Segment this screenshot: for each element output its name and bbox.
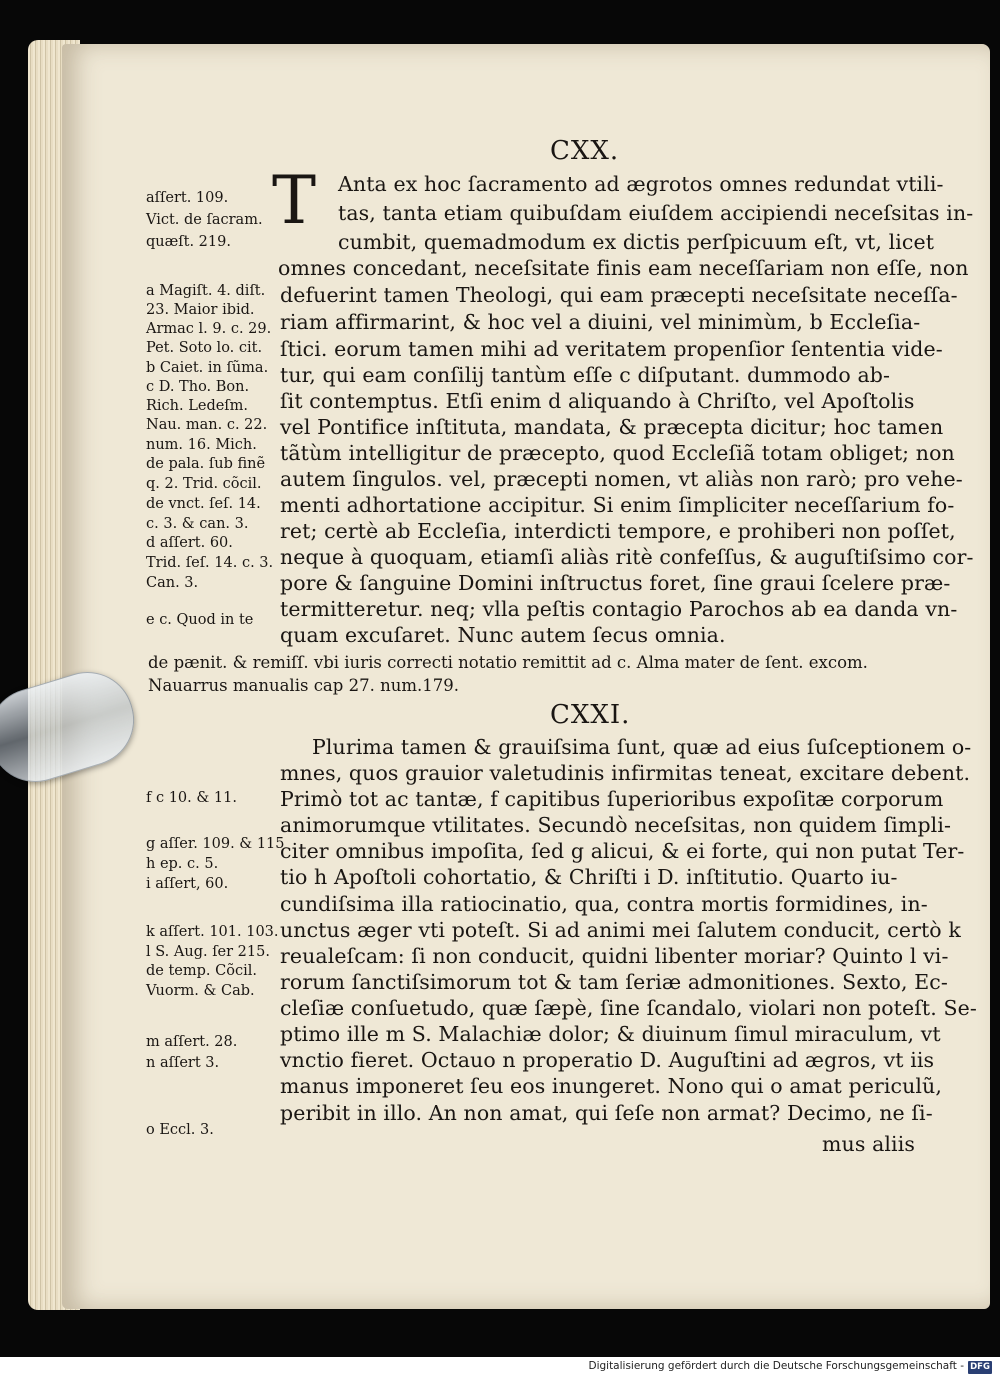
- margin-note: de pala. ſub finẽ: [146, 456, 266, 472]
- body-line: rorum ſanctiſsimorum tot & tam ſeriæ admonitiones. Sexto, Ec-: [280, 970, 948, 994]
- margin-note: Armac l. 9. c. 29.: [146, 321, 272, 337]
- body-line: cundiſsima illa ratiocinatio, qua, contra mortis formidines, in-: [280, 892, 928, 916]
- section-heading-cxx: CXX.: [550, 136, 620, 166]
- footer-bar: [0, 1357, 1000, 1379]
- body-line: ptimo ille m S. Malachiæ dolor; & diuinum ſimul miraculum, vt: [280, 1022, 941, 1046]
- margin-note: Trid. ſeſ. 14. c. 3.: [146, 555, 274, 571]
- margin-note: de vnct. ſeſ. 14.: [146, 496, 261, 512]
- margin-note: Can. 3.: [146, 575, 199, 591]
- margin-note: Vuorm. & Cab.: [146, 983, 255, 999]
- body-line: defuerint tamen Theologi, qui eam præcepti neceſsitate neceſſa-: [280, 283, 958, 307]
- margin-note: l S. Aug. ſer 215.: [146, 944, 270, 960]
- margin-note: b Caiet. in ſũma.: [146, 360, 269, 376]
- body-line: Primò tot ac tantæ, f capitibus ſuperioribus expoſitæ corporum: [280, 787, 944, 811]
- body-line: quam excuſaret. Nunc autem ſecus omnia.: [280, 623, 726, 647]
- body-line: cumbit, quemadmodum ex dictis perſpicuum eſt, vt, licet: [338, 230, 935, 254]
- body-line: manus imponeret ſeu eos inungeret. Nono qui o amat periculũ,: [280, 1074, 942, 1098]
- margin-note: n aſſert 3.: [146, 1055, 220, 1071]
- margin-note: e c. Quod in te: [146, 612, 254, 628]
- margin-note: aſſert. 109.: [146, 190, 229, 206]
- margin-note: de temp. Cõcil.: [146, 963, 257, 979]
- body-line: pore & ſanguine Domini inſtructus foret, ſine graui ſcelere præ-: [280, 571, 951, 595]
- section-heading-cxxi: CXXI.: [550, 700, 631, 730]
- body-line: cleſiæ conſuetudo, quæ ſæpè, ſine ſcandalo, violari non poteſt. Se-: [280, 996, 977, 1020]
- body-line: ſit contemptus. Etſi enim d aliquando à Chriſto, vel Apoſtolis: [280, 389, 915, 413]
- margin-note: g aſſer. 109. & 115: [146, 836, 285, 852]
- body-line: Plurima tamen & grauiſsima ſunt, quæ ad eius ſuſceptionem o-: [312, 735, 972, 759]
- margin-note: h ep. c. 5.: [146, 856, 219, 872]
- margin-note: Nau. man. c. 22.: [146, 417, 268, 433]
- margin-note: Pet. Soto lo. cit.: [146, 340, 263, 356]
- margin-note: quæſt. 219.: [146, 234, 231, 250]
- body-line: termitteretur. neq; vlla peſtis contagio Parochos ab ea danda vn-: [280, 597, 958, 621]
- margin-note: m aſſert. 28.: [146, 1034, 238, 1050]
- body-line: tur, qui eam conſilij tantùm eſſe c diſputant. dummodo ab-: [280, 363, 891, 387]
- body-line: citer omnibus impoſita, ſed g alicui, & ei forte, qui non putat Ter-: [280, 839, 965, 863]
- margin-note: a Magiſt. 4. diſt.: [146, 283, 266, 299]
- margin-note: o Eccl. 3.: [146, 1122, 214, 1138]
- body-line: tas, tanta etiam quibuſdam eiuſdem accipiendi neceſsitas in-: [338, 201, 974, 225]
- body-line: tio h Apoſtoli cohortatio, & Chriſti i D. inſtitutio. Quarto iu-: [280, 865, 898, 889]
- body-line: omnes concedant, neceſsitate finis eam neceſſariam non eſſe, non: [278, 256, 969, 280]
- body-line: autem ſingulos. vel, præcepti nomen, vt aliàs non rarò; pro vehe-: [280, 467, 963, 491]
- margin-note: q. 2. Trid. cõcil.: [146, 476, 262, 492]
- body-line: vel Pontifice inſtituta, mandata, & præcepta dicitur; hoc tamen: [280, 415, 944, 439]
- body-line: riam affirmarint, & hoc vel a diuini, vel minimùm, b Eccleſia-: [280, 310, 921, 334]
- body-line: ret; certè ab Eccleſia, interdicti tempore, e prohiberi non poſſet,: [280, 519, 956, 543]
- margin-note: num. 16. Mich.: [146, 437, 257, 453]
- margin-note: i aſſert, 60.: [146, 876, 229, 892]
- margin-note: 23. Maior ibid.: [146, 302, 255, 318]
- margin-note: c. 3. & can. 3.: [146, 516, 249, 532]
- body-line: peribit in illo. An non amat, qui ſeſe non armat? Decimo, ne ſi-: [280, 1101, 933, 1125]
- dfg-logo: DFG: [968, 1361, 992, 1374]
- margin-note: f c 10. & 11.: [146, 790, 237, 806]
- body-line: Anta ex hoc ſacramento ad ægrotos omnes redundat vtili-: [338, 172, 944, 196]
- margin-note: d aſſert. 60.: [146, 535, 233, 551]
- margin-note: Rich. Ledeſm.: [146, 398, 249, 414]
- margin-note: k aſſert. 101. 103.: [146, 924, 279, 940]
- body-line: tãtùm intelligitur de præcepto, quod Eccleſiã totam obliget; non: [280, 441, 955, 465]
- body-line: reualeſcam: ſi non conducit, quidni libenter moriar? Quinto l vi-: [280, 944, 949, 968]
- body-line: menti adhortatione accipitur. Si enim ſimpliciter neceſſarium fo-: [280, 493, 955, 517]
- body-line: ſtici. eorum tamen mihi ad veritatem propenſior ſententia vide-: [280, 337, 943, 361]
- body-line: vnctio fieret. Octauo n properatio D. Auguſtini ad ægros, vt iis: [280, 1048, 935, 1072]
- drop-cap: T: [272, 162, 317, 239]
- body-line: unctus æger vti poteſt. Si ad animi mei ſalutem conducit, certò k: [280, 918, 961, 942]
- footer-text: Digitalisierung gefördert durch die Deutsche Forschungsgemeinschaft -: [588, 1360, 964, 1372]
- footnote-continuation: de pænit. & remiſſ. vbi iuris correcti notatio remittit ad c. Alma mater de ſent. excom.: [148, 653, 868, 672]
- footnote-continuation: Nauarrus manualis cap 27. num.179.: [148, 676, 459, 695]
- body-line: animorumque vtilitates. Secundò neceſsitas, non quidem ſimpli-: [280, 813, 952, 837]
- catchword: mus aliis: [822, 1132, 915, 1156]
- body-line: mnes, quos grauior valetudinis infirmitas teneat, excitare debent.: [280, 761, 971, 785]
- margin-note: Vict. de ſacram.: [146, 212, 263, 228]
- body-line: neque à quoquam, etiamſi aliàs ritè confeſſus, & auguſtiſsimo cor-: [280, 545, 974, 569]
- margin-note: c D. Tho. Bon.: [146, 379, 250, 395]
